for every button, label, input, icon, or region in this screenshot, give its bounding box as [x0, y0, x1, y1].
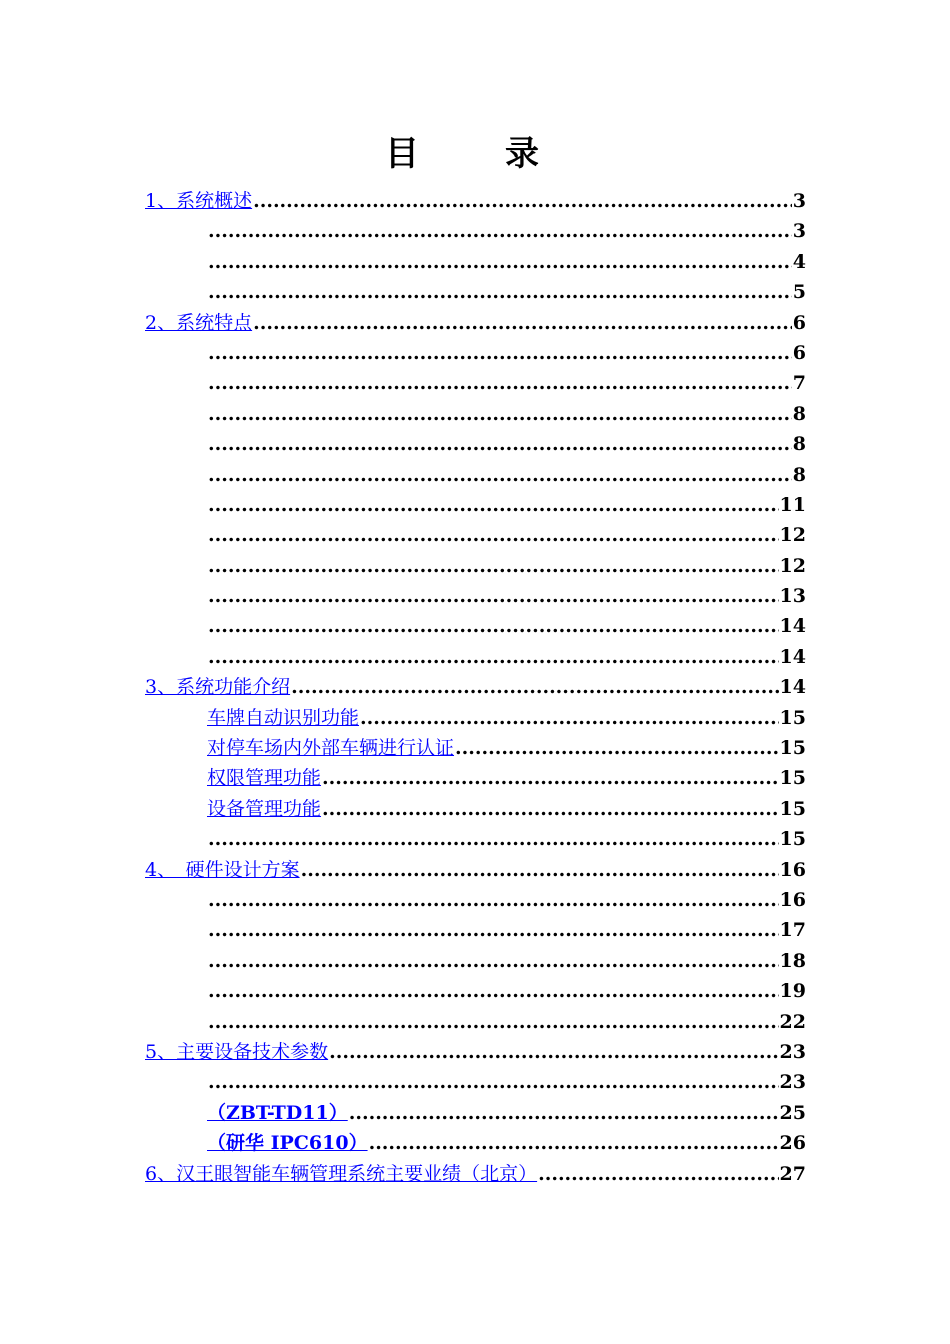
toc-page-number: 8: [792, 402, 806, 425]
toc-page-number: 5: [792, 281, 806, 304]
toc-page-number: 3: [792, 220, 806, 243]
toc-entry[interactable]: [145, 551, 806, 581]
toc-page-number: 27: [779, 1162, 806, 1185]
toc-dot-leader: [369, 1128, 779, 1158]
toc-page-number: 23: [779, 1040, 806, 1063]
toc-page-number: 16: [779, 858, 806, 881]
toc-entry[interactable]: [145, 520, 806, 550]
toc-entry[interactable]: [145, 824, 806, 854]
toc-entry[interactable]: [145, 399, 806, 429]
toc-entry-link[interactable]: 3、系统功能介绍: [145, 676, 291, 699]
toc-page-number: 6: [792, 341, 806, 364]
toc-page-number: 15: [779, 767, 806, 790]
toc-dot-leader: [208, 247, 792, 277]
toc-page-number: 17: [779, 919, 806, 942]
toc-entry[interactable]: [145, 703, 806, 733]
toc-page-number: 6: [792, 311, 806, 334]
toc-page-number: 22: [779, 1010, 806, 1033]
toc-dot-leader: [208, 277, 792, 307]
toc-entry-link[interactable]: （研华 IPC610）: [207, 1132, 368, 1155]
toc-dot-leader: [208, 368, 792, 398]
toc-dot-leader: [538, 1159, 778, 1189]
toc-page-number: 15: [779, 706, 806, 729]
toc-dot-leader: [208, 885, 779, 915]
toc-entry[interactable]: [145, 855, 806, 885]
toc-entry[interactable]: [145, 915, 806, 945]
toc-entry[interactable]: [145, 277, 806, 307]
toc-dot-leader: [208, 520, 779, 550]
toc-entry[interactable]: [145, 733, 806, 763]
toc-page-number: 14: [779, 645, 806, 668]
toc-dot-leader: [208, 581, 779, 611]
toc-dot-leader: [322, 794, 779, 824]
toc-entry[interactable]: [145, 1037, 806, 1067]
toc-entry[interactable]: [145, 460, 806, 490]
toc-entry[interactable]: [145, 763, 806, 793]
toc-entry[interactable]: [145, 247, 806, 277]
toc-dot-leader: [208, 915, 779, 945]
toc-dot-leader: [208, 1067, 779, 1097]
toc-entry-link[interactable]: 4、 硬件设计方案: [145, 858, 300, 881]
toc-entry[interactable]: [145, 1007, 806, 1037]
toc-dot-leader: [291, 672, 778, 702]
toc-entry[interactable]: [145, 581, 806, 611]
toc-page-number: 23: [779, 1071, 806, 1094]
toc-entry[interactable]: [145, 885, 806, 915]
toc-entry-link[interactable]: 设备管理功能: [207, 797, 322, 820]
toc-page-number: 15: [779, 828, 806, 851]
toc-entry[interactable]: [145, 946, 806, 976]
toc-dot-leader: [208, 490, 779, 520]
toc-entry[interactable]: [145, 216, 806, 246]
toc-page-number: 8: [792, 463, 806, 486]
toc-entry[interactable]: [145, 186, 806, 216]
toc-page-number: 19: [779, 980, 806, 1003]
toc-page-number: 4: [792, 250, 806, 273]
toc-dot-leader: [208, 338, 792, 368]
toc-entry-link[interactable]: 2、系统特点: [145, 311, 253, 334]
toc-page-number: 14: [779, 676, 806, 699]
toc-entry[interactable]: [145, 308, 806, 338]
toc-page-number: 14: [779, 615, 806, 638]
toc-entry-link[interactable]: 车牌自动识别功能: [207, 706, 360, 729]
toc-dot-leader: [208, 611, 779, 641]
toc-dot-leader: [208, 946, 779, 976]
toc-dot-leader: [208, 824, 779, 854]
toc-entry[interactable]: [145, 611, 806, 641]
toc-page-number: 11: [779, 493, 806, 516]
toc-dot-leader: [253, 308, 792, 338]
toc-dot-leader: [208, 216, 792, 246]
toc-dot-leader: [253, 186, 792, 216]
toc-entry[interactable]: [145, 338, 806, 368]
toc-entry[interactable]: [145, 1098, 806, 1128]
toc-page-number: 15: [779, 797, 806, 820]
toc-page-number: 25: [779, 1101, 806, 1124]
toc-page-number: 8: [792, 433, 806, 456]
toc-entry[interactable]: [145, 429, 806, 459]
toc-page-number: 12: [779, 554, 806, 577]
toc-page-number: 7: [792, 372, 806, 395]
toc-entry[interactable]: [145, 1067, 806, 1097]
toc-page-number: 18: [779, 949, 806, 972]
toc-page-number: 26: [779, 1132, 806, 1155]
toc-dot-leader: [208, 399, 792, 429]
toc-page-number: 12: [779, 524, 806, 547]
toc-dot-leader: [349, 1098, 779, 1128]
toc-entry-link[interactable]: 5、主要设备技术参数: [145, 1040, 329, 1063]
toc-dot-leader: [208, 976, 779, 1006]
toc-entry[interactable]: [145, 672, 806, 702]
toc-page-number: 16: [779, 888, 806, 911]
toc-entry-link[interactable]: 1、系统概述: [145, 190, 253, 212]
toc-entry[interactable]: [145, 976, 806, 1006]
toc-page-number: 15: [779, 737, 806, 760]
toc-dot-leader: [301, 855, 779, 885]
toc-entry[interactable]: [145, 490, 806, 520]
toc-entry-link[interactable]: 6、汉王眼智能车辆管理系统主要业绩（北京）: [145, 1162, 538, 1185]
toc-entry[interactable]: [145, 794, 806, 824]
toc-dot-leader: [329, 1037, 778, 1067]
toc-dot-leader: [208, 429, 792, 459]
toc-dot-leader: [455, 733, 779, 763]
toc-entry-link[interactable]: 权限管理功能: [207, 767, 322, 790]
toc-dot-leader: [208, 1007, 779, 1037]
toc-dot-leader: [208, 642, 779, 672]
toc-dot-leader: [208, 460, 792, 490]
toc-dot-leader: [322, 763, 779, 793]
toc-page-number: 13: [779, 585, 806, 608]
toc-dot-leader: [360, 703, 779, 733]
toc-entry[interactable]: [145, 368, 806, 398]
toc-entry-link[interactable]: （ZBT-TD11）: [207, 1101, 348, 1124]
toc-entry[interactable]: [145, 1159, 806, 1189]
toc-entry[interactable]: [145, 642, 806, 672]
page-title: 目 录: [385, 134, 565, 174]
table-of-contents: [145, 186, 806, 1189]
toc-entry-link[interactable]: 对停车场内外部车辆进行认证: [207, 737, 455, 760]
toc-dot-leader: [208, 551, 779, 581]
toc-entry[interactable]: [145, 1128, 806, 1158]
toc-page-number: 3: [792, 190, 806, 212]
